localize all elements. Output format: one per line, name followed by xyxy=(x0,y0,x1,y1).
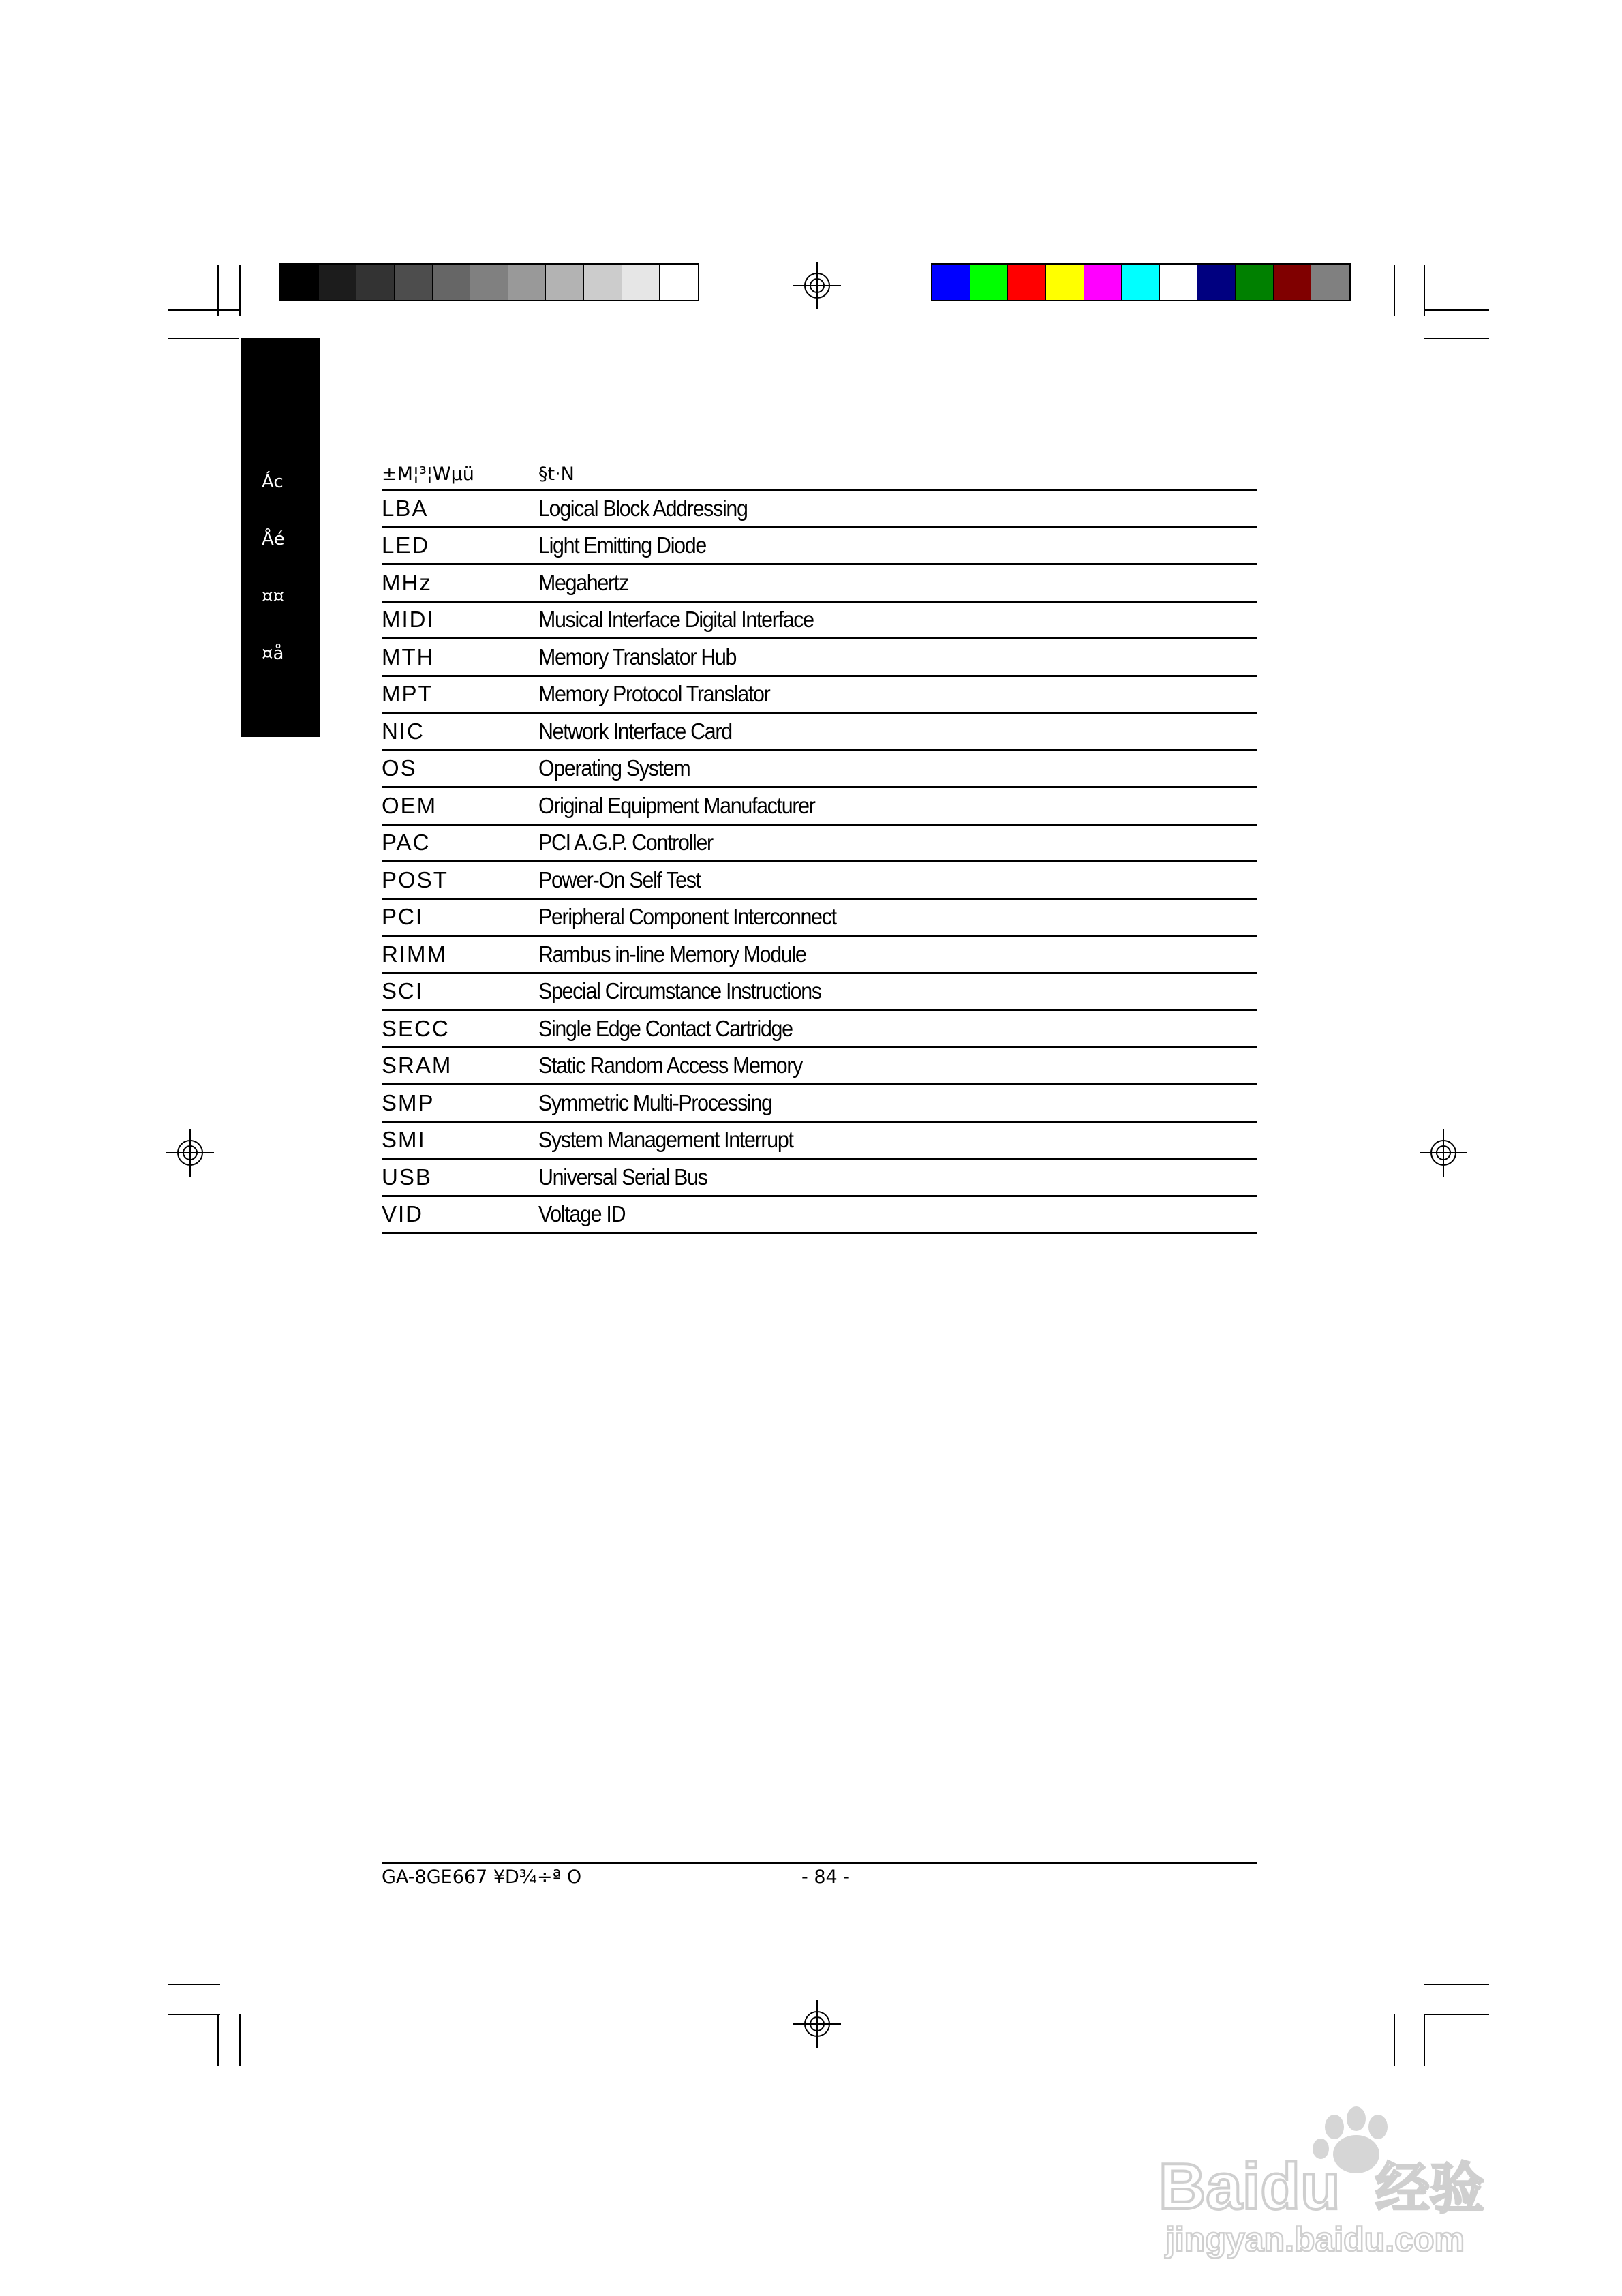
term-abbreviation: MIDI xyxy=(382,607,435,633)
term-meaning: System Management Interrupt xyxy=(538,1127,793,1153)
color-swatch xyxy=(281,265,319,300)
term-abbreviation: SRAM xyxy=(382,1053,453,1078)
term-abbreviation: OS xyxy=(382,755,417,781)
glossary-row xyxy=(382,1197,1257,1235)
color-swatch xyxy=(1046,265,1084,300)
footer-rule xyxy=(382,1862,1257,1864)
glossary-row xyxy=(382,1160,1257,1197)
glossary-row xyxy=(382,603,1257,640)
color-swatch xyxy=(1160,265,1198,300)
term-meaning: Voltage ID xyxy=(538,1201,626,1227)
term-meaning: Single Edge Contact Cartridge xyxy=(538,1015,793,1041)
glossary-row xyxy=(382,639,1257,677)
color-swatch xyxy=(470,265,508,300)
crop-mark xyxy=(1424,2014,1489,2015)
registration-target-right xyxy=(1420,1129,1467,1177)
header-term: ±M¦³¦Wµü xyxy=(382,464,474,485)
color-swatch xyxy=(1197,265,1236,300)
term-abbreviation: PAC xyxy=(382,830,431,856)
term-meaning: Logical Block Addressing xyxy=(538,495,748,521)
crop-mark xyxy=(168,309,239,311)
color-swatch xyxy=(1008,265,1046,300)
crop-mark xyxy=(1394,2014,1395,2066)
color-swatch xyxy=(970,265,1009,300)
term-meaning: Memory Protocol Translator xyxy=(538,681,770,707)
side-tab-glyph: ¤å xyxy=(262,644,284,664)
watermark-brand: Baidu xyxy=(1159,2150,1341,2223)
glossary-row xyxy=(382,974,1257,1012)
crop-mark xyxy=(1394,265,1395,316)
glossary-header xyxy=(382,461,1257,491)
term-meaning: Network Interface Card xyxy=(538,718,732,744)
color-swatch xyxy=(546,265,584,300)
term-meaning: Universal Serial Bus xyxy=(538,1164,707,1190)
term-meaning: Special Circumstance Instructions xyxy=(538,978,821,1004)
watermark-product: 经验 xyxy=(1375,2157,1484,2220)
crop-mark xyxy=(1424,1984,1489,1985)
color-swatch xyxy=(584,265,622,300)
term-meaning: Peripheral Component Interconnect xyxy=(538,904,836,930)
term-abbreviation: VID xyxy=(382,1201,424,1227)
footer-model-name: GA-8GE667 ¥D¾÷ª O xyxy=(382,1867,582,1888)
crop-mark xyxy=(1424,2014,1425,2066)
term-abbreviation: OEM xyxy=(382,792,438,818)
glossary-table xyxy=(382,461,1257,1234)
color-swatch xyxy=(1274,265,1312,300)
term-meaning: Static Random Access Memory xyxy=(538,1053,803,1078)
glossary-row xyxy=(382,677,1257,714)
registration-target-bottom xyxy=(793,2000,841,2048)
glossary-row xyxy=(382,528,1257,566)
crop-mark xyxy=(168,2014,220,2015)
crop-mark xyxy=(1424,265,1425,316)
side-tab-glyph: Ác xyxy=(262,472,284,492)
term-abbreviation: MPT xyxy=(382,681,433,707)
term-abbreviation: USB xyxy=(382,1164,432,1190)
term-meaning: Rambus in-line Memory Module xyxy=(538,941,806,967)
chapter-side-tab xyxy=(241,338,320,737)
color-swatch xyxy=(395,265,433,300)
term-meaning: PCI A.G.P. Controller xyxy=(538,830,713,856)
glossary-row xyxy=(382,826,1257,863)
crop-mark xyxy=(1424,338,1489,339)
term-meaning: Megahertz xyxy=(538,569,628,595)
term-abbreviation: LED xyxy=(382,532,430,558)
crop-mark xyxy=(217,2014,219,2066)
term-abbreviation: SCI xyxy=(382,978,424,1004)
color-swatch xyxy=(356,265,395,300)
color-calibration-bar xyxy=(931,263,1351,301)
watermark-url: jingyan.baidu.com xyxy=(1165,2220,1465,2259)
term-abbreviation: NIC xyxy=(382,718,425,744)
term-meaning: Power-On Self Test xyxy=(538,866,701,892)
header-meaning: §t·N xyxy=(538,464,575,485)
crop-mark xyxy=(168,338,239,339)
color-swatch xyxy=(660,265,698,300)
glossary-row xyxy=(382,1011,1257,1048)
crop-mark xyxy=(217,265,219,316)
term-meaning: Original Equipment Manufacturer xyxy=(538,792,815,818)
color-swatch xyxy=(622,265,660,300)
term-meaning: Operating System xyxy=(538,755,690,781)
term-meaning: Memory Translator Hub xyxy=(538,644,737,669)
gray-ramp-bar xyxy=(279,263,699,301)
glossary-row xyxy=(382,937,1257,974)
glossary-rows xyxy=(382,491,1257,1234)
glossary-row xyxy=(382,491,1257,528)
term-meaning: Musical Interface Digital Interface xyxy=(538,607,814,633)
side-tab-glyph: ¤¤ xyxy=(262,586,285,607)
term-abbreviation: SECC xyxy=(382,1015,450,1041)
glossary-row xyxy=(382,1123,1257,1160)
glossary-row xyxy=(382,565,1257,603)
glossary-row xyxy=(382,788,1257,826)
term-abbreviation: SMP xyxy=(382,1089,435,1115)
crop-mark xyxy=(239,265,241,316)
registration-target-top xyxy=(793,262,841,309)
term-abbreviation: MHz xyxy=(382,569,432,595)
glossary-row xyxy=(382,714,1257,751)
glossary-row xyxy=(382,1048,1257,1086)
color-swatch xyxy=(1236,265,1274,300)
crop-mark xyxy=(239,2014,241,2066)
glossary-row xyxy=(382,862,1257,900)
color-swatch xyxy=(932,265,970,300)
color-swatch xyxy=(1311,265,1349,300)
crop-mark xyxy=(168,1984,220,1985)
term-abbreviation: MTH xyxy=(382,644,435,669)
term-abbreviation: RIMM xyxy=(382,941,447,967)
glossary-row xyxy=(382,751,1257,789)
color-swatch xyxy=(1122,265,1160,300)
term-abbreviation: PCI xyxy=(382,904,424,930)
term-meaning: Light Emitting Diode xyxy=(538,532,706,558)
color-swatch xyxy=(319,265,357,300)
crop-mark xyxy=(1424,309,1489,311)
term-abbreviation: SMI xyxy=(382,1127,426,1153)
term-meaning: Symmetric Multi-Processing xyxy=(538,1089,772,1115)
glossary-row xyxy=(382,900,1257,937)
registration-target-left xyxy=(166,1129,214,1177)
page-number: - 84 - xyxy=(801,1867,851,1888)
color-swatch xyxy=(433,265,471,300)
term-abbreviation: LBA xyxy=(382,495,429,521)
side-tab-glyph: Åé xyxy=(262,529,285,549)
term-abbreviation: POST xyxy=(382,866,448,892)
glossary-row xyxy=(382,1085,1257,1123)
baidu-jingyan-watermark xyxy=(1159,2106,1540,2263)
color-swatch xyxy=(508,265,547,300)
color-swatch xyxy=(1084,265,1122,300)
